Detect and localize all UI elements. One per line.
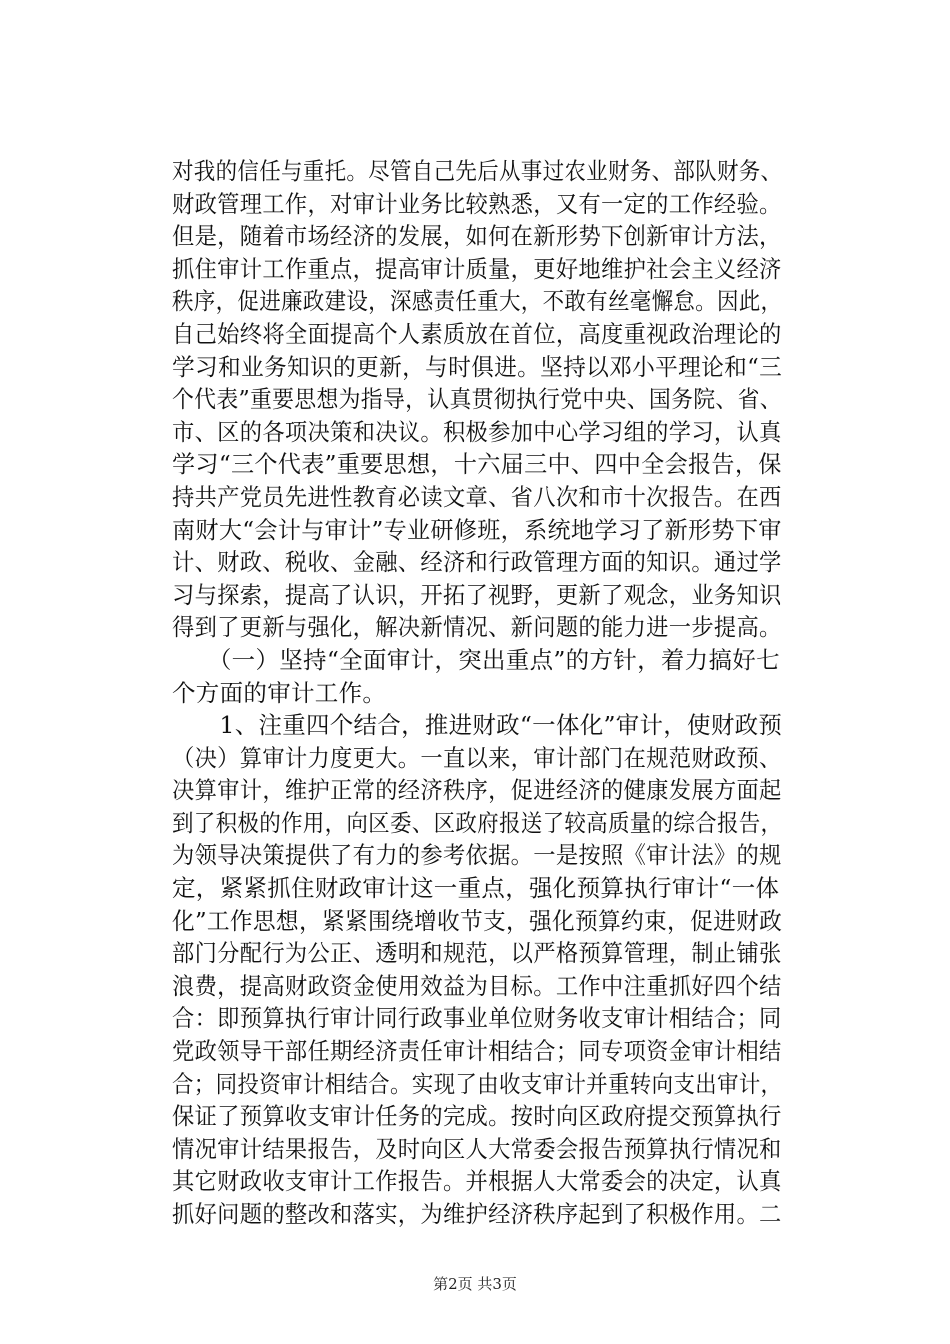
text-line: 个代表”重要思想为指导，认真贯彻执行党中央、国务院、省、 — [172, 385, 782, 414]
text-line: 情况审计结果报告，及时向区人大常委会报告预算执行情况和 — [172, 1134, 782, 1163]
text-line: 为领导决策提供了有力的参考依据。一是按照《审计法》的规 — [172, 841, 782, 870]
text-line: （决）算审计力度更大。一直以来，审计部门在规范财政预、 — [172, 743, 782, 772]
text-line: 秩序，促进廉政建设，深感责任重大，不敢有丝毫懈怠。因此， — [172, 287, 783, 316]
text-line: 学习“三个代表”重要思想，十六届三中、四中全会报告，保 — [172, 450, 782, 479]
text-line: 市、区的各项决策和决议。积极参加中心学习组的学习，认真 — [172, 417, 782, 446]
text-line: 持共产党员先进性教育必读文章、省八次和市十次报告。在西 — [172, 482, 782, 511]
text-line: 其它财政收支审计工作报告。并根据人大常委会的决定，认真 — [172, 1167, 782, 1196]
text-line: 财政管理工作，对审计业务比较熟悉，又有一定的工作经验。 — [172, 189, 782, 218]
text-line: 化”工作思想，紧紧围绕增收节支，强化预算约束，促进财政 — [172, 906, 783, 935]
text-line: 习与探索，提高了认识，开拓了视野，更新了观念，业务知识 — [172, 580, 782, 609]
page-footer — [0, 1274, 950, 1294]
text-line: 保证了预算收支审计任务的完成。按时向区政府提交预算执行 — [172, 1102, 782, 1131]
body-text — [172, 155, 782, 1231]
subsection-heading-line: 1、注重四个结合，推进财政“一体化”审计，使财政预 — [172, 711, 783, 740]
text-line: 南财大“会计与审计”专业研修班，系统地学习了新形势下审 — [172, 515, 782, 544]
text-line: 但是，随着市场经济的发展，如何在新形势下创新审计方法， — [172, 222, 782, 251]
text-line: 合：即预算执行审计同行政事业单位财务收支审计相结合；同 — [172, 1004, 782, 1033]
text-line: 定，紧紧抓住财政审计这一重点，强化预算执行审计“一体 — [172, 874, 780, 903]
text-line: 学习和业务知识的更新，与时俱进。坚持以邓小平理论和“三 — [172, 352, 783, 381]
text-line: 部门分配行为公正、透明和规范，以严格预算管理，制止铺张 — [172, 939, 782, 968]
text-line: 自己始终将全面提高个人素质放在首位，高度重视政治理论的 — [172, 319, 782, 348]
text-line: 抓住审计工作重点，提高审计质量，更好地维护社会主义经济 — [172, 254, 782, 283]
text-line: 合；同投资审计相结合。实现了由收支审计并重转向支出审计， — [172, 1069, 783, 1098]
text-line: 到了积极的作用，向区委、区政府报送了较高质量的综合报告， — [172, 808, 783, 837]
text-line: 决算审计，维护正常的经济秩序，促进经济的健康发展方面起 — [172, 776, 782, 805]
section-heading-line: （一）坚持“全面审计，突出重点”的方针，着力搞好七 — [172, 645, 780, 674]
text-line: 浪费，提高财政资金使用效益为目标。工作中注重抓好四个结 — [172, 971, 782, 1000]
text-line: 抓好问题的整改和落实，为维护经济秩序起到了积极作用。二 — [172, 1200, 782, 1228]
section-heading-line: 个方面的审计工作。 — [172, 678, 387, 707]
text-line: 党政领导干部任期经济责任审计相结合；同专项资金审计相结 — [172, 1037, 782, 1066]
text-line: 对我的信任与重托。尽管自己先后从事过农业财务、部队财务、 — [172, 157, 783, 185]
text-line: 计、财政、税收、金融、经济和行政管理方面的知识。通过学 — [172, 548, 782, 577]
text-line: 得到了更新与强化，解决新情况、新问题的能力进一步提高。 — [172, 613, 782, 642]
page-number-label: 第2页 共3页 — [433, 1275, 517, 1293]
